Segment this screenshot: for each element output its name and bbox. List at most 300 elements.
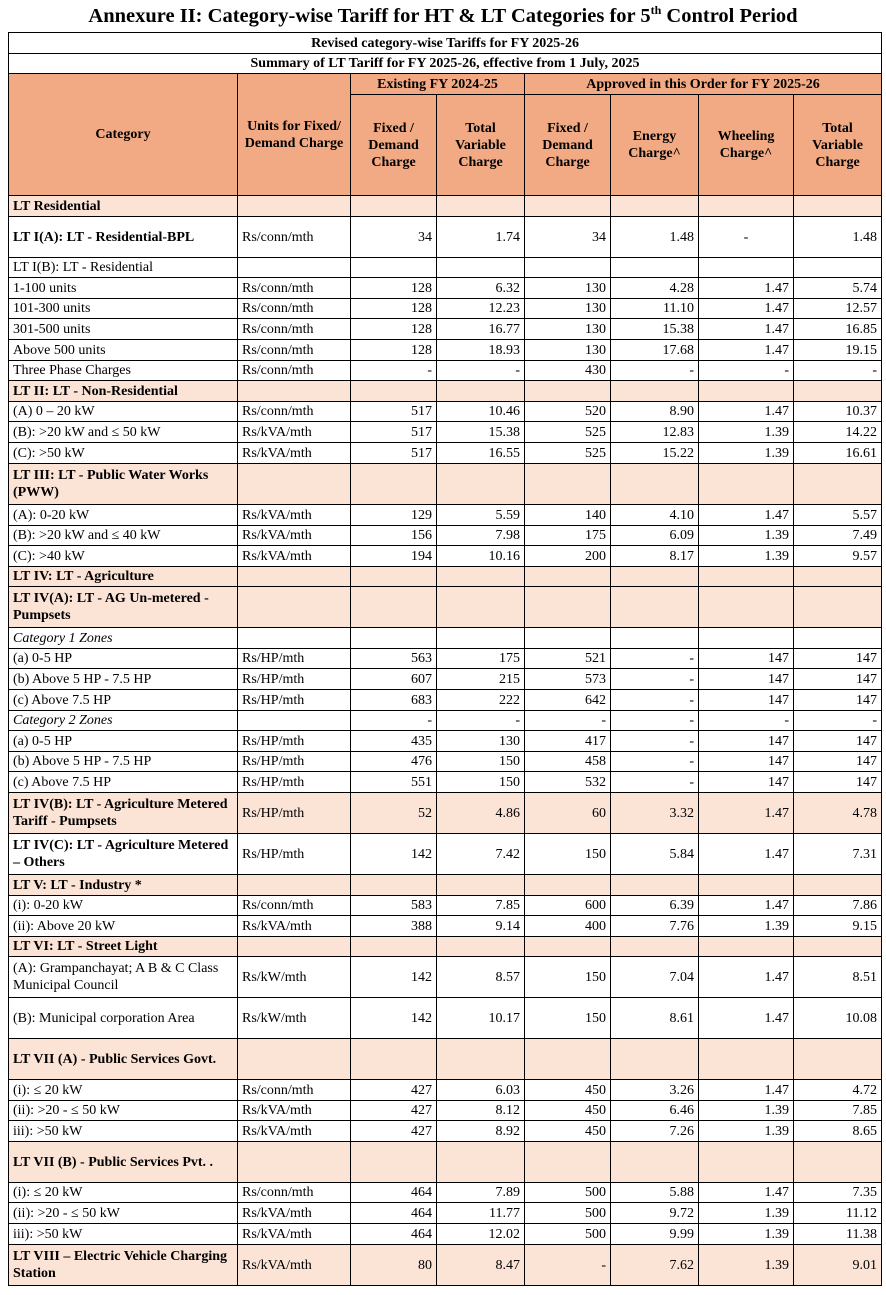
value-cell: 1.39 <box>699 1101 794 1121</box>
header-col: Total Variable Charge <box>437 95 525 196</box>
unit-cell: Rs/HP/mth <box>238 669 351 690</box>
value-cell <box>525 628 611 649</box>
category-cell: LT II: LT - Non-Residential <box>9 381 238 402</box>
value-cell: 12.57 <box>794 299 882 319</box>
value-cell: 6.46 <box>611 1101 699 1121</box>
value-cell <box>351 1039 437 1080</box>
value-cell <box>794 1142 882 1183</box>
category-cell: (i): ≤ 20 kW <box>9 1183 238 1203</box>
value-cell <box>699 258 794 278</box>
value-cell: 150 <box>525 957 611 998</box>
value-cell: 600 <box>525 896 611 916</box>
header-existing: Existing FY 2024-25 <box>351 74 525 95</box>
category-cell: 101-300 units <box>9 299 238 319</box>
value-cell: 17.68 <box>611 340 699 361</box>
unit-cell: Rs/conn/mth <box>238 361 351 381</box>
value-cell: 147 <box>699 649 794 669</box>
value-cell: - <box>794 711 882 731</box>
unit-cell <box>238 1142 351 1183</box>
value-cell <box>699 1039 794 1080</box>
value-cell: 551 <box>351 772 437 793</box>
unit-cell: Rs/HP/mth <box>238 690 351 711</box>
category-cell: (c) Above 7.5 HP <box>9 772 238 793</box>
value-cell: 5.59 <box>437 505 525 526</box>
value-cell: - <box>794 361 882 381</box>
value-cell: 1.47 <box>699 505 794 526</box>
value-cell: 5.84 <box>611 834 699 875</box>
value-cell <box>611 1039 699 1080</box>
value-cell: 1.48 <box>794 217 882 258</box>
value-cell: 6.39 <box>611 896 699 916</box>
table-row <box>9 690 882 711</box>
category-cell: LT IV(C): LT - Agriculture Metered – Others <box>9 834 238 875</box>
value-cell: 147 <box>794 690 882 711</box>
value-cell: - <box>351 361 437 381</box>
value-cell: - <box>611 772 699 793</box>
value-cell: 3.32 <box>611 793 699 834</box>
table-row <box>9 752 882 772</box>
table-row <box>9 1039 882 1080</box>
value-cell: 8.51 <box>794 957 882 998</box>
value-cell: 6.03 <box>437 1080 525 1101</box>
unit-cell: Rs/conn/mth <box>238 402 351 422</box>
category-cell: LT VI: LT - Street Light <box>9 937 238 957</box>
value-cell: 520 <box>525 402 611 422</box>
value-cell: 7.42 <box>437 834 525 875</box>
value-cell <box>794 258 882 278</box>
header-units: Units for Fixed/ Demand Charge <box>238 74 351 196</box>
value-cell: 10.08 <box>794 998 882 1039</box>
value-cell: 147 <box>794 752 882 772</box>
value-cell <box>699 937 794 957</box>
value-cell: 156 <box>351 526 437 546</box>
value-cell: 14.22 <box>794 422 882 443</box>
value-cell <box>699 587 794 628</box>
category-cell: (ii): Above 20 kW <box>9 916 238 937</box>
value-cell: 150 <box>525 834 611 875</box>
value-cell: - <box>611 752 699 772</box>
value-cell: 525 <box>525 422 611 443</box>
value-cell: 1.39 <box>699 1224 794 1245</box>
unit-cell: Rs/kVA/mth <box>238 1101 351 1121</box>
category-cell: LT IV: LT - Agriculture <box>9 567 238 587</box>
unit-cell: Rs/kVA/mth <box>238 1121 351 1142</box>
value-cell: 8.65 <box>794 1121 882 1142</box>
value-cell <box>611 381 699 402</box>
unit-cell <box>238 381 351 402</box>
category-cell: LT VII (B) - Public Services Pvt. . <box>9 1142 238 1183</box>
value-cell <box>351 258 437 278</box>
value-cell: 1.47 <box>699 1080 794 1101</box>
value-cell: 200 <box>525 546 611 567</box>
value-cell: 607 <box>351 669 437 690</box>
table-row <box>9 381 882 402</box>
category-cell: (B): >20 kW and ≤ 40 kW <box>9 526 238 546</box>
value-cell <box>351 464 437 505</box>
header-col: Wheeling Charge^ <box>699 95 794 196</box>
value-cell: 7.26 <box>611 1121 699 1142</box>
value-cell: 1.47 <box>699 340 794 361</box>
table-row <box>9 1080 882 1101</box>
value-cell <box>351 196 437 217</box>
value-cell: 9.72 <box>611 1203 699 1224</box>
tariff-table <box>8 32 882 1286</box>
value-cell: - <box>611 731 699 752</box>
value-cell: - <box>437 361 525 381</box>
header-col: Fixed / Demand Charge <box>351 95 437 196</box>
value-cell: - <box>611 711 699 731</box>
value-cell: 222 <box>437 690 525 711</box>
value-cell <box>699 196 794 217</box>
unit-cell: Rs/kVA/mth <box>238 546 351 567</box>
table-row <box>9 937 882 957</box>
value-cell: 147 <box>794 669 882 690</box>
value-cell <box>525 1142 611 1183</box>
category-cell: 1-100 units <box>9 278 238 299</box>
value-cell <box>437 258 525 278</box>
value-cell: 15.38 <box>437 422 525 443</box>
value-cell: 9.01 <box>794 1245 882 1286</box>
table-row <box>9 772 882 793</box>
value-cell: 142 <box>351 998 437 1039</box>
value-cell <box>525 464 611 505</box>
value-cell: - <box>611 669 699 690</box>
table-row <box>9 711 882 731</box>
value-cell: 5.74 <box>794 278 882 299</box>
value-cell <box>437 587 525 628</box>
unit-cell: Rs/HP/mth <box>238 649 351 669</box>
value-cell: 1.47 <box>699 793 794 834</box>
table-row <box>9 669 882 690</box>
value-cell: - <box>437 711 525 731</box>
value-cell: 464 <box>351 1203 437 1224</box>
category-cell: (A): Grampanchayat; A B & C Class Municipal Council <box>9 957 238 998</box>
value-cell: 147 <box>699 731 794 752</box>
value-cell: 18.93 <box>437 340 525 361</box>
value-cell <box>794 196 882 217</box>
unit-cell: Rs/kVA/mth <box>238 916 351 937</box>
value-cell <box>794 567 882 587</box>
value-cell: 11.77 <box>437 1203 525 1224</box>
value-cell <box>699 381 794 402</box>
value-cell: 7.62 <box>611 1245 699 1286</box>
category-cell: Category 2 Zones <box>9 711 238 731</box>
value-cell: 140 <box>525 505 611 526</box>
value-cell: 417 <box>525 731 611 752</box>
category-cell: (A): 0-20 kW <box>9 505 238 526</box>
value-cell <box>437 1039 525 1080</box>
value-cell: 1.47 <box>699 896 794 916</box>
category-cell: (C): >50 kW <box>9 443 238 464</box>
value-cell <box>794 1039 882 1080</box>
unit-cell: Rs/conn/mth <box>238 340 351 361</box>
value-cell: 388 <box>351 916 437 937</box>
value-cell <box>699 875 794 896</box>
value-cell: 450 <box>525 1121 611 1142</box>
value-cell <box>699 1142 794 1183</box>
value-cell: 500 <box>525 1183 611 1203</box>
table-title-summary: Summary of LT Tariff for FY 2025-26, effective from 1 July, 2025 <box>9 54 882 74</box>
category-cell: LT IV(A): LT - AG Un-metered - Pumpsets <box>9 587 238 628</box>
value-cell: - <box>611 690 699 711</box>
value-cell: 464 <box>351 1224 437 1245</box>
value-cell: 7.98 <box>437 526 525 546</box>
value-cell <box>611 587 699 628</box>
value-cell: 147 <box>699 752 794 772</box>
value-cell: 1.39 <box>699 422 794 443</box>
value-cell: 8.12 <box>437 1101 525 1121</box>
value-cell: 1.39 <box>699 1203 794 1224</box>
value-cell <box>611 567 699 587</box>
value-cell <box>794 875 882 896</box>
table-row <box>9 731 882 752</box>
value-cell: 60 <box>525 793 611 834</box>
value-cell <box>699 628 794 649</box>
category-cell: LT I(B): LT - Residential <box>9 258 238 278</box>
value-cell: 1.39 <box>699 916 794 937</box>
table-row <box>9 1245 882 1286</box>
value-cell <box>437 567 525 587</box>
value-cell: 1.39 <box>699 1121 794 1142</box>
table-row <box>9 361 882 381</box>
value-cell: 130 <box>525 278 611 299</box>
value-cell: 4.28 <box>611 278 699 299</box>
value-cell: 128 <box>351 299 437 319</box>
category-cell: (ii): >20 - ≤ 50 kW <box>9 1203 238 1224</box>
value-cell: 15.38 <box>611 319 699 340</box>
category-cell: Above 500 units <box>9 340 238 361</box>
category-cell: (a) 0-5 HP <box>9 649 238 669</box>
value-cell <box>525 937 611 957</box>
category-cell: (ii): >20 - ≤ 50 kW <box>9 1101 238 1121</box>
unit-cell: Rs/HP/mth <box>238 752 351 772</box>
unit-cell: Rs/kVA/mth <box>238 1245 351 1286</box>
value-cell: 8.47 <box>437 1245 525 1286</box>
unit-cell: Rs/HP/mth <box>238 772 351 793</box>
value-cell: 427 <box>351 1121 437 1142</box>
table-row <box>9 340 882 361</box>
value-cell: 10.37 <box>794 402 882 422</box>
value-cell: 147 <box>794 649 882 669</box>
value-cell: 583 <box>351 896 437 916</box>
value-cell: 500 <box>525 1203 611 1224</box>
value-cell: 215 <box>437 669 525 690</box>
value-cell <box>437 628 525 649</box>
value-cell <box>611 464 699 505</box>
value-cell: 435 <box>351 731 437 752</box>
table-row <box>9 1183 882 1203</box>
value-cell: 8.92 <box>437 1121 525 1142</box>
value-cell: 175 <box>437 649 525 669</box>
unit-cell: Rs/conn/mth <box>238 217 351 258</box>
value-cell: 5.88 <box>611 1183 699 1203</box>
value-cell: 458 <box>525 752 611 772</box>
unit-cell: Rs/HP/mth <box>238 834 351 875</box>
value-cell: 12.02 <box>437 1224 525 1245</box>
value-cell: 9.57 <box>794 546 882 567</box>
value-cell: 1.47 <box>699 1183 794 1203</box>
category-cell: LT V: LT - Industry * <box>9 875 238 896</box>
unit-cell: Rs/kVA/mth <box>238 443 351 464</box>
unit-cell <box>238 937 351 957</box>
table-title-revised: Revised category-wise Tariffs for FY 2025-26 <box>9 33 882 54</box>
value-cell: 10.17 <box>437 998 525 1039</box>
unit-cell <box>238 567 351 587</box>
value-cell: 1.39 <box>699 526 794 546</box>
category-cell: Three Phase Charges <box>9 361 238 381</box>
header-col: Total Variable Charge <box>794 95 882 196</box>
value-cell: 1.47 <box>699 957 794 998</box>
value-cell: 147 <box>794 772 882 793</box>
value-cell: 130 <box>525 299 611 319</box>
value-cell: 16.61 <box>794 443 882 464</box>
table-row <box>9 402 882 422</box>
value-cell <box>351 567 437 587</box>
unit-cell: Rs/conn/mth <box>238 319 351 340</box>
unit-cell: Rs/kVA/mth <box>238 1224 351 1245</box>
category-cell: (a) 0-5 HP <box>9 731 238 752</box>
value-cell: 11.38 <box>794 1224 882 1245</box>
value-cell: 400 <box>525 916 611 937</box>
value-cell <box>351 587 437 628</box>
header-col: Energy Charge^ <box>611 95 699 196</box>
value-cell: 573 <box>525 669 611 690</box>
unit-cell: Rs/conn/mth <box>238 1183 351 1203</box>
value-cell <box>437 1142 525 1183</box>
value-cell <box>611 196 699 217</box>
value-cell: 80 <box>351 1245 437 1286</box>
value-cell: - <box>525 711 611 731</box>
table-row <box>9 957 882 998</box>
value-cell: 7.85 <box>794 1101 882 1121</box>
category-cell: LT VII (A) - Public Services Govt. <box>9 1039 238 1080</box>
value-cell: 11.12 <box>794 1203 882 1224</box>
table-row <box>9 526 882 546</box>
table-row <box>9 319 882 340</box>
page-title: Annexure II: Category-wise Tariff for HT & LT Categories for 5th Control Period <box>88 3 798 27</box>
value-cell: 1.47 <box>699 834 794 875</box>
value-cell <box>525 196 611 217</box>
value-cell <box>794 464 882 505</box>
value-cell: 16.85 <box>794 319 882 340</box>
value-cell: 7.76 <box>611 916 699 937</box>
unit-cell: Rs/conn/mth <box>238 299 351 319</box>
category-cell: Category 1 Zones <box>9 628 238 649</box>
value-cell: 1.47 <box>699 299 794 319</box>
table-row <box>9 258 882 278</box>
value-cell <box>699 464 794 505</box>
value-cell: 147 <box>699 690 794 711</box>
header-category: Category <box>9 74 238 196</box>
unit-cell: Rs/HP/mth <box>238 793 351 834</box>
category-cell: (i): ≤ 20 kW <box>9 1080 238 1101</box>
value-cell <box>525 381 611 402</box>
category-cell: iii): >50 kW <box>9 1121 238 1142</box>
value-cell: 130 <box>525 340 611 361</box>
value-cell <box>794 628 882 649</box>
value-cell: 3.26 <box>611 1080 699 1101</box>
unit-cell: Rs/kVA/mth <box>238 1203 351 1224</box>
value-cell <box>351 628 437 649</box>
value-cell: 6.09 <box>611 526 699 546</box>
value-cell <box>611 628 699 649</box>
value-cell: 1.39 <box>699 443 794 464</box>
category-cell: (B): Municipal corporation Area <box>9 998 238 1039</box>
table-row <box>9 628 882 649</box>
table-row <box>9 649 882 669</box>
value-cell <box>437 381 525 402</box>
unit-cell: Rs/kVA/mth <box>238 505 351 526</box>
value-cell <box>351 1142 437 1183</box>
value-cell: 1.74 <box>437 217 525 258</box>
value-cell: 128 <box>351 319 437 340</box>
value-cell: 1.47 <box>699 998 794 1039</box>
unit-cell: Rs/conn/mth <box>238 896 351 916</box>
unit-cell: Rs/kVA/mth <box>238 526 351 546</box>
value-cell: 34 <box>351 217 437 258</box>
table-row <box>9 834 882 875</box>
unit-cell: Rs/kW/mth <box>238 957 351 998</box>
value-cell <box>794 381 882 402</box>
value-cell: 19.15 <box>794 340 882 361</box>
unit-cell: Rs/conn/mth <box>238 278 351 299</box>
value-cell: 521 <box>525 649 611 669</box>
value-cell: 128 <box>351 278 437 299</box>
category-cell: (b) Above 5 HP - 7.5 HP <box>9 669 238 690</box>
value-cell: 142 <box>351 957 437 998</box>
value-cell: 16.55 <box>437 443 525 464</box>
value-cell <box>611 1142 699 1183</box>
table-row <box>9 443 882 464</box>
value-cell: 1.39 <box>699 546 794 567</box>
value-cell <box>437 464 525 505</box>
unit-cell <box>238 628 351 649</box>
category-cell: LT Residential <box>9 196 238 217</box>
value-cell: 10.46 <box>437 402 525 422</box>
value-cell: 16.77 <box>437 319 525 340</box>
category-cell: (i): 0-20 kW <box>9 896 238 916</box>
value-cell: 150 <box>525 998 611 1039</box>
category-cell: 301-500 units <box>9 319 238 340</box>
value-cell: 450 <box>525 1101 611 1121</box>
category-cell: (B): >20 kW and ≤ 50 kW <box>9 422 238 443</box>
value-cell: 147 <box>794 731 882 752</box>
unit-cell <box>238 258 351 278</box>
value-cell <box>611 258 699 278</box>
value-cell <box>794 587 882 628</box>
value-cell <box>794 937 882 957</box>
value-cell: 142 <box>351 834 437 875</box>
value-cell <box>351 381 437 402</box>
value-cell: 7.31 <box>794 834 882 875</box>
value-cell: - <box>699 711 794 731</box>
value-cell: 194 <box>351 546 437 567</box>
value-cell: 642 <box>525 690 611 711</box>
value-cell: 147 <box>699 669 794 690</box>
category-cell: LT VIII – Electric Vehicle Charging Station <box>9 1245 238 1286</box>
table-row <box>9 567 882 587</box>
value-cell: 34 <box>525 217 611 258</box>
category-cell: (b) Above 5 HP - 7.5 HP <box>9 752 238 772</box>
value-cell: 450 <box>525 1080 611 1101</box>
category-cell: (c) Above 7.5 HP <box>9 690 238 711</box>
value-cell: 532 <box>525 772 611 793</box>
value-cell: 7.86 <box>794 896 882 916</box>
value-cell: 8.57 <box>437 957 525 998</box>
value-cell <box>699 567 794 587</box>
table-row <box>9 896 882 916</box>
value-cell: 1.39 <box>699 1245 794 1286</box>
